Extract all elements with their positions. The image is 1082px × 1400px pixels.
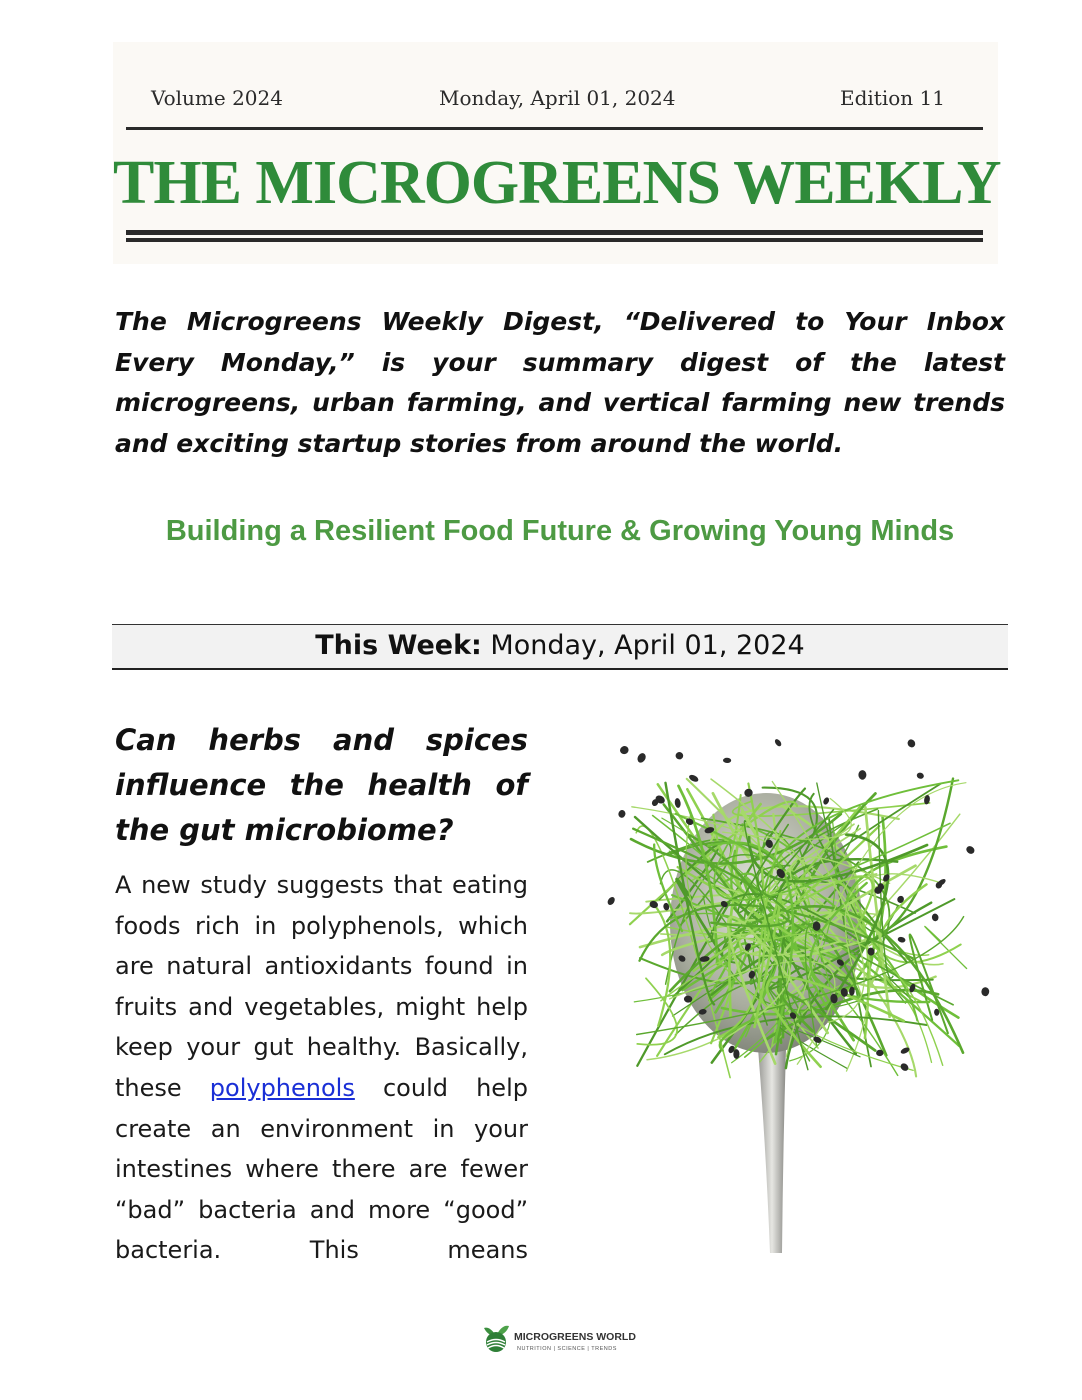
seed: [931, 913, 939, 922]
masthead-bottom-rule-second: [126, 238, 983, 242]
this-week-label: This Week:: [315, 630, 482, 661]
seed: [723, 758, 731, 763]
sprout-emblem-icon: [480, 1320, 512, 1354]
seed: [733, 1049, 739, 1059]
masthead: [113, 42, 1001, 264]
seed: [822, 796, 830, 805]
masthead-bottom-rule: [126, 230, 983, 235]
article-body: [115, 865, 528, 1271]
logo-name: MICROGREENS WORLD: [514, 1331, 636, 1343]
logo-tagline: NUTRITION | SCIENCE | TRENDS: [517, 1346, 617, 1352]
article-body-text: A new study suggests that eating foods rich in polyphenols, which are natural antioxidants found in fruits and vegetables, might help keep your gut healthy. Basically, these: [115, 871, 528, 1102]
seed: [897, 936, 906, 943]
seed: [618, 809, 627, 818]
seed: [636, 752, 647, 764]
this-week-date: Monday, April 01, 2024: [490, 630, 805, 661]
polyphenols-link[interactable]: polyphenols: [209, 1073, 355, 1102]
seed: [916, 772, 925, 780]
article-body-text-continued: could help create an environment in your intestines where there are fewer “bad” bacteria and more “good” bacteria. This means: [115, 1073, 528, 1265]
seed: [965, 845, 976, 856]
newsletter-title: THE MICROGREENS WEEKLY: [113, 149, 1001, 217]
intro-paragraph: The Microgreens Weekly Digest, “Delivered to Your Inbox Every Monday,” is your summary digest of the latest microgreens, urban farming, and vertical farming new trends and exciting startup stories from around the world.: [115, 307, 1005, 458]
seed: [858, 770, 866, 780]
seed: [774, 738, 783, 748]
this-week-banner: [112, 624, 1008, 670]
sprout-stem: [925, 926, 967, 968]
edition-label: Edition 11: [840, 86, 945, 110]
tagline: Building a Resilient Food Future & Growing Young Minds: [165, 515, 955, 547]
volume-label: Volume 2024: [151, 86, 283, 110]
issue-date: Monday, April 01, 2024: [439, 86, 676, 110]
seed: [674, 798, 681, 809]
seed: [619, 745, 630, 756]
masthead-top-rule: [126, 127, 983, 130]
seed: [606, 896, 616, 907]
seed: [899, 1062, 910, 1073]
article: [115, 718, 528, 1271]
seed: [675, 751, 685, 761]
microgreens-world-logo: [480, 1320, 650, 1358]
article-heading: Can herbs and spices influence the health of the gut microbiome?: [115, 723, 528, 847]
seed: [981, 987, 990, 997]
microgreens-spoon-photo: [590, 718, 1010, 1256]
seed: [906, 738, 917, 749]
